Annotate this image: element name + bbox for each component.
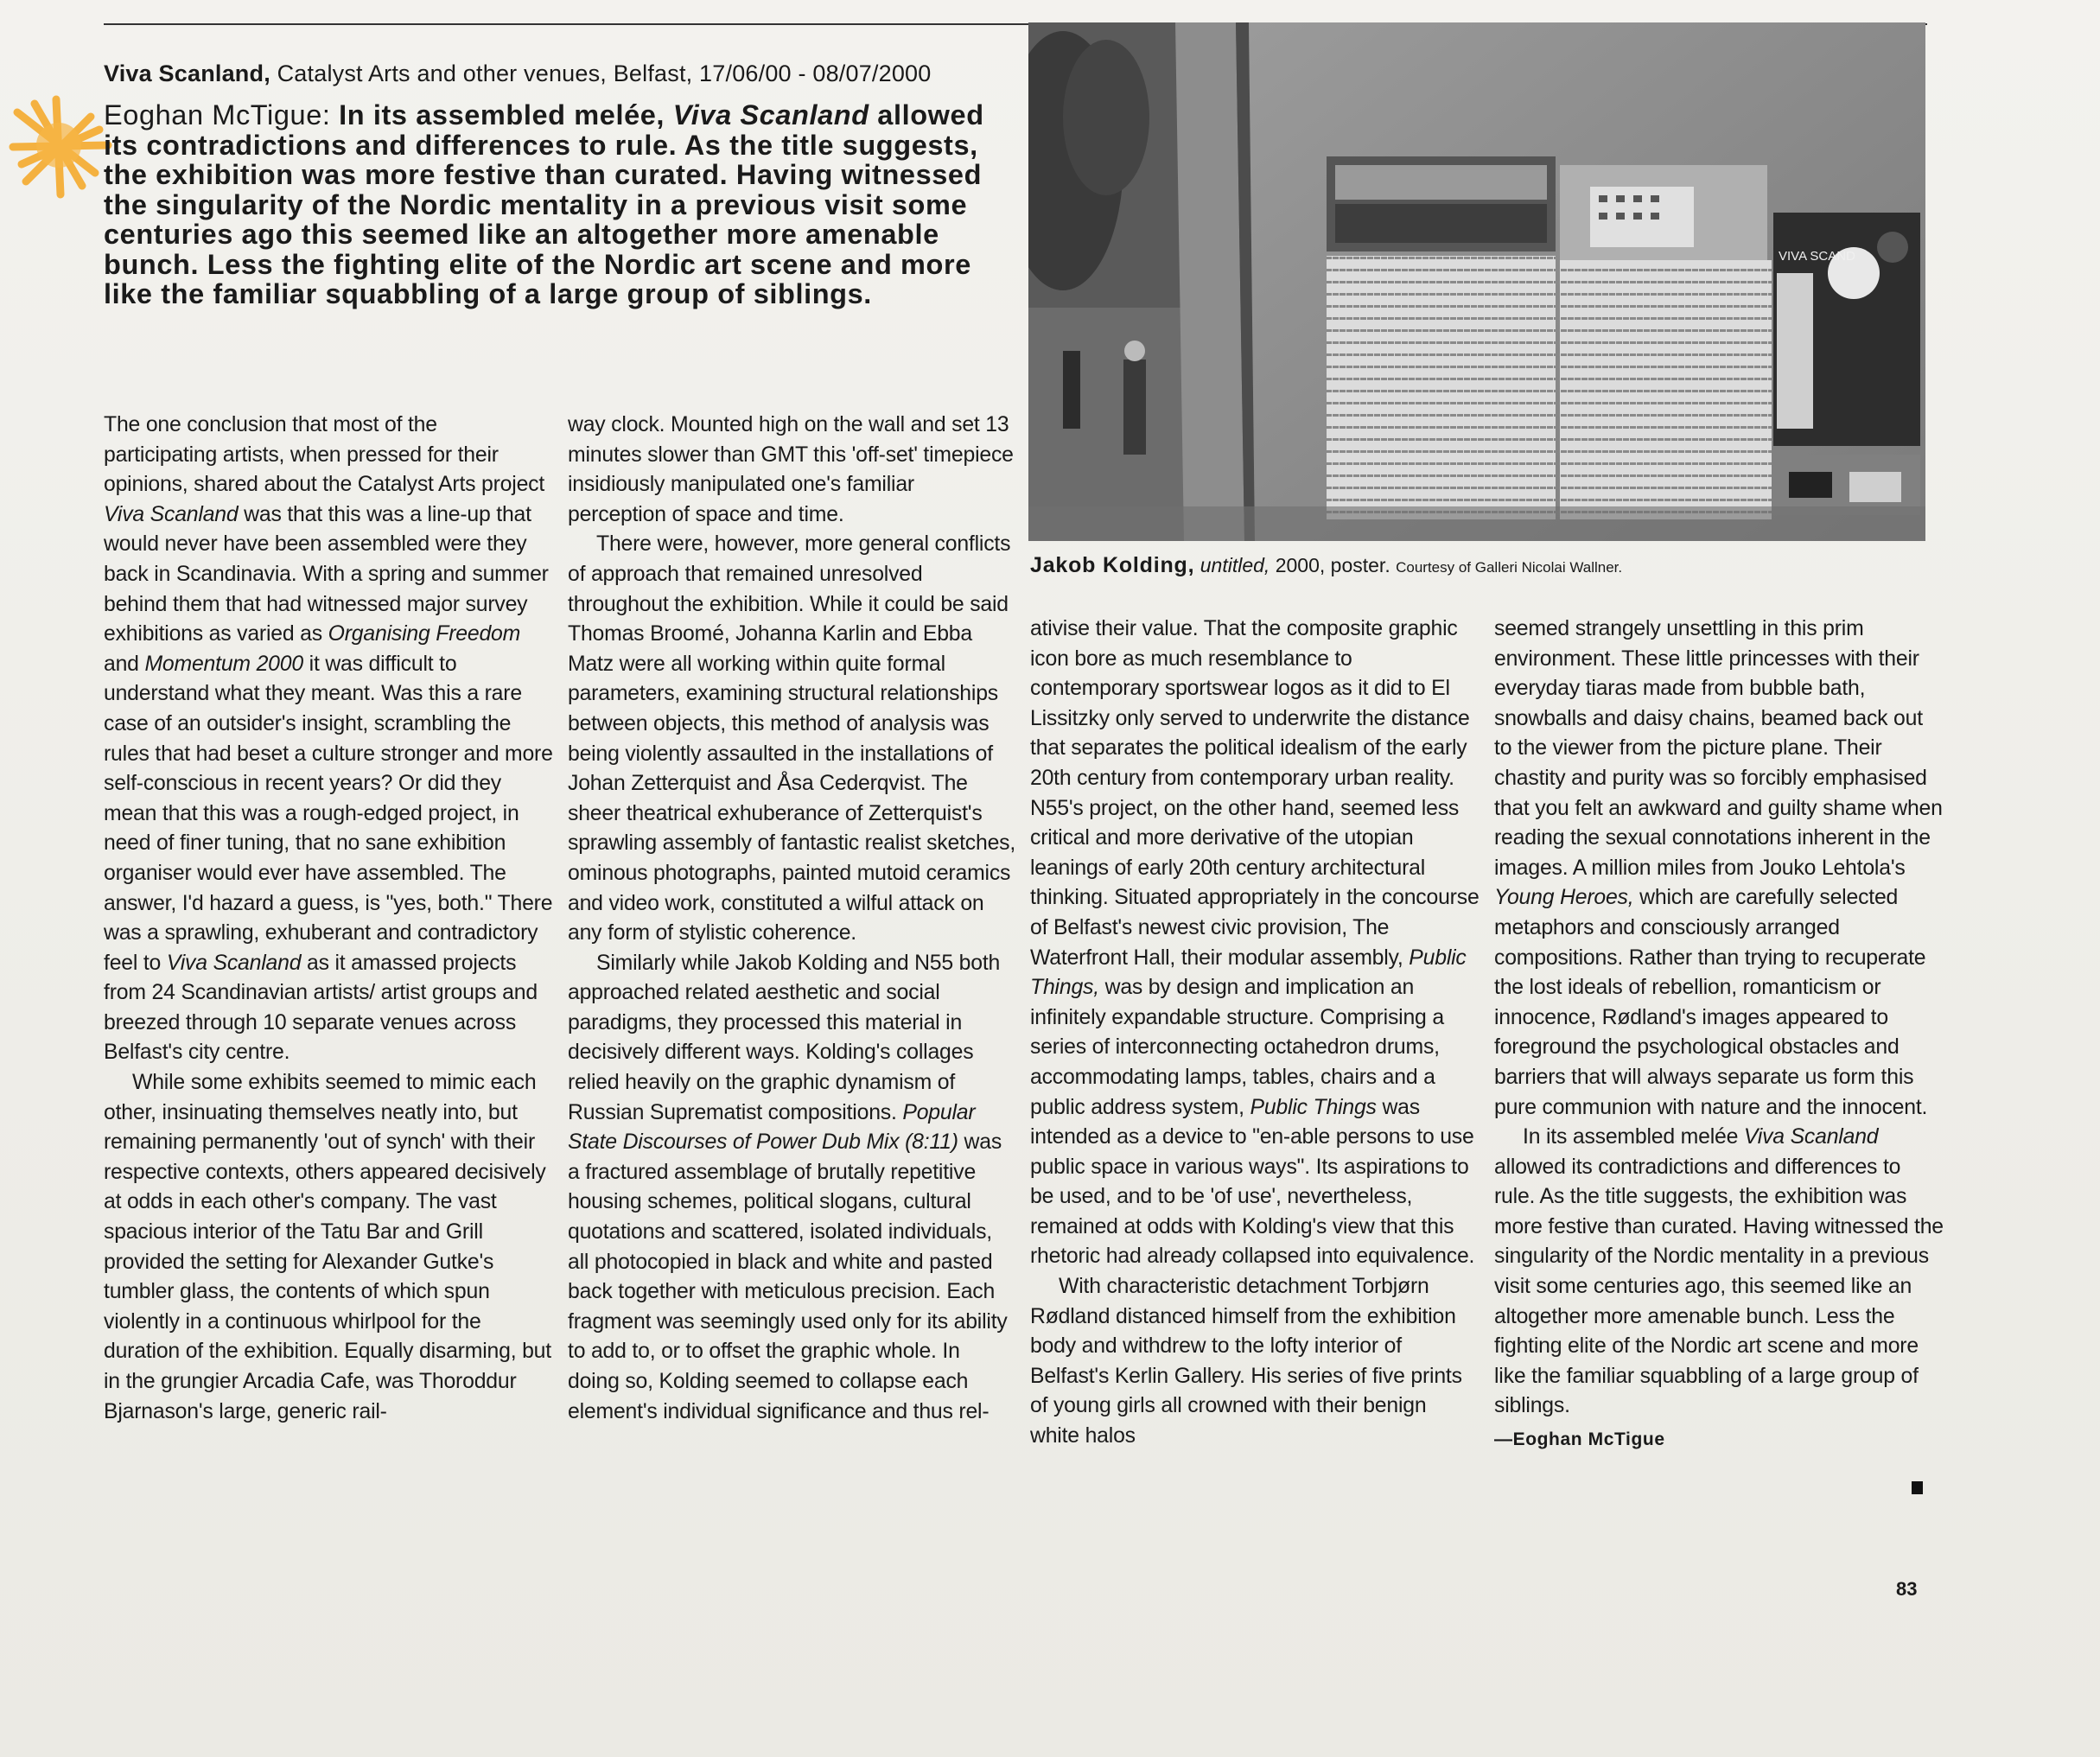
- text-run: was a fractured assemblage of brutally repetitive housing schemes, political slogans, cultural quotations and scattered, isolated individuals, all photocopied in black and white and pasted back together with meticulous precision. Each fragment was seemingly used only for its ability to add to, or to offset the graphic whole. In doing so, Kolding seemed to collapse each element's individual significance and thus rel-: [568, 1130, 1008, 1423]
- text-run: Viva Scanland: [1743, 1125, 1879, 1149]
- intro-standfirst: [104, 100, 998, 309]
- intro-italic: Viva Scanland: [672, 99, 869, 131]
- paragraph: While some exhibits seemed to mimic each other, insinuating themselves neatly into, but remaining permanently 'out of synch' with their respective contexts, others appeared decisively at odds in each other's company. The vast spacious interior of the Tatu Bar and Grill provided the setting for Alexander Gutke's tumbler glass, the contents of which spun violently in a continuous whirlpool for the duration of the exhibition. Equally disarming, but in the grungier Arcadia Cafe, was Thoroddur Bjarnason's large, generic rail-: [104, 1071, 551, 1423]
- text-run: Young Heroes,: [1494, 886, 1634, 910]
- poster-text: VIVA SCAND: [1779, 249, 1855, 264]
- paragraph: [1030, 614, 1480, 1272]
- photo-illustration: [1028, 22, 1925, 541]
- text-run: Viva Scanland: [104, 502, 239, 526]
- text-run: In its assembled melée: [1523, 1125, 1744, 1149]
- end-of-article-mark: [1912, 1481, 1923, 1494]
- column-3: [1030, 614, 1480, 1452]
- intro-text-1: In its assembled melée,: [330, 99, 673, 131]
- paragraph: way clock. Mounted high on the wall and set 13 minutes slower than GMT this 'off-set' timepiece insidiously manipulated one's familiar perception of space and time.: [568, 413, 1014, 526]
- text-run: and: [104, 652, 145, 676]
- text-run: Momentum 2000: [144, 652, 303, 676]
- caption-credit: Courtesy of Galleri Nicolai Wallner.: [1396, 559, 1623, 576]
- text-run: Similarly while Jakob Kolding and N55 both approached related aesthetic and social paradigms, they processed this material in decisively different ways. Kolding's collages relied heavily on the graphic dynamism of Russian Suprematist compositions.: [568, 951, 1001, 1124]
- text-run: was by design and implication an infinitely expandable structure. Comprising a series of interconnecting octahedron drums, accommodating lamps, tables, chairs and a public address system,: [1030, 976, 1444, 1119]
- text-run: Organising Freedom: [328, 622, 521, 646]
- review-header: [104, 60, 932, 87]
- author-signature: —Eoghan McTigue: [1494, 1429, 1665, 1450]
- paragraph: With characteristic detachment Torbjørn Rødland distanced himself from the exhibition body and withdrew to the lofty interior of Belfast's Kerlin Gallery. His series of five prints of young girls all crowned with their benign white halos: [1030, 1275, 1462, 1448]
- photo-caption: [1030, 553, 1894, 578]
- venue-dates: Catalyst Arts and other venues, Belfast, 17/06/00 - 08/07/2000: [270, 60, 932, 86]
- exhibition-photo: [1028, 22, 1925, 541]
- caption-artist: Jakob Kolding,: [1030, 553, 1195, 577]
- text-run: Popular State Discourses of Power Dub Mix (8:11): [568, 1100, 976, 1155]
- highlighter-mark: [0, 78, 121, 207]
- page-number: 83: [1896, 1578, 1918, 1600]
- text-run: seemed strangely unsettling in this prim environment. These little princesses with their everyday tiaras made from bubble bath, snowballs and daisy chains, beamed back out to the viewer from the picture plane. Their chastity and purity was so forcibly emphasised that you felt an awkward and guilty shame when reading the sexual connotations inherent in the images. A million miles from Jouko Lehtola's: [1494, 617, 1943, 880]
- column-4: [1494, 614, 1944, 1455]
- paragraph: [568, 949, 1017, 1428]
- text-run: which are carefully selected metaphors and consciously arranged compositions. Rather than trying to recuperate the lost ideals of rebellion, romanticism or innocence, Rødland's images appeared to foreground the psychological obstacles and barriers that will always separate us form this pure communion with nature and the innocent.: [1494, 886, 1928, 1119]
- caption-title: untitled,: [1200, 554, 1270, 576]
- text-run: as it amassed projects from 24 Scandinavian artists/ artist groups and breezed through 10 separate venues across Belfast's city centre.: [104, 951, 538, 1065]
- column-2: [568, 411, 1017, 1427]
- show-title: Viva Scanland,: [104, 60, 270, 86]
- text-run: allowed its contradictions and differences to rule. As the title suggests, the exhibition was more festive than curated. Having witnessed the singularity of the Nordic mentality in a previous visit some centuries ago, this seemed like an altogether more amenable bunch. Less the fighting elite of the Nordic art scene and more like the familiar squabbling of a large group of siblings.: [1494, 1155, 1944, 1418]
- text-run: it was difficult to understand what they meant. Was this a rare case of an outsider's insight, scrambling the rules that had beset a culture stronger and more self-conscious in recent years? Or did they mean that this was a rough-edged project, in need of finer tuning, that no sane exhibition organiser would ever have assembled. The answer, I'd hazard a guess, is "yes, both." There was a sprawling, exhuberant and contradictory feel to: [104, 652, 553, 975]
- paragraph: [1494, 1123, 1944, 1422]
- text-run: ativise their value. That the composite graphic icon bore as much resemblance to contemporary sportswear logos as it did to El Lissitzky only served to underwrite the distance that separates the political idealism of the early 20th century from contemporary urban reality. N55's project, on the other hand, seemed less critical and more derivative of the utopian leanings of early 20th century architectural thinking. Situated appropriately in the concourse of Belfast's newest civic provision, The Waterfront Hall, their modular assembly,: [1030, 617, 1480, 970]
- paragraph: There were, however, more general conflicts of approach that remained unresolved throughout the exhibition. While it could be said Thomas Broomé, Johanna Karlin and Ebba Matz were all working within quite formal parameters, examining structural relationships between objects, this method of analysis was being violently assaulted in the installations of Johan Zetterquist and Åsa Cederqvist. The sheer theatrical exhuberance of Zetterquist's sprawling assembly of fantastic realist sketches, ominous photographs, painted mutoid ceramics and video work, constituted a wilful attack on any form of stylistic coherence.: [568, 532, 1016, 945]
- caption-details: 2000, poster.: [1270, 554, 1397, 576]
- intro-text-2: allowed its contradictions and differences to rule. As the title suggests, the exhibition was more festive than curated. Having witnessed the singularity of the Nordic mentality in a previous visit some centuries ago this seemed like an altogether more amenable bunch. Less the fighting elite of the Nordic art scene and more like the familiar squabbling of a large group of siblings.: [104, 99, 984, 309]
- column-1: [104, 411, 553, 1427]
- text-run: Public Things: [1250, 1095, 1377, 1119]
- paragraph: [1494, 614, 1944, 1123]
- intro-author: Eoghan McTigue:: [104, 99, 331, 131]
- text-run: was that this was a line-up that would never have been assembled were they back in Scandinavia. With a spring and summer behind them that had witnessed major survey exhibitions as varied as: [104, 502, 549, 646]
- text-run: The one conclusion that most of the participating artists, when pressed for their opinions, shared about the Catalyst Arts project: [104, 413, 545, 497]
- paragraph: [104, 411, 553, 1068]
- text-run: was intended as a device to "en-able persons to use public space in various ways". Its aspirations to be used, and to be 'of use', nevertheless, remained at odds with Kolding's view that this rhetoric had already collapsed into equivalence.: [1030, 1095, 1475, 1269]
- text-run: Public Things,: [1030, 945, 1467, 1000]
- text-run: Viva Scanland: [166, 951, 302, 975]
